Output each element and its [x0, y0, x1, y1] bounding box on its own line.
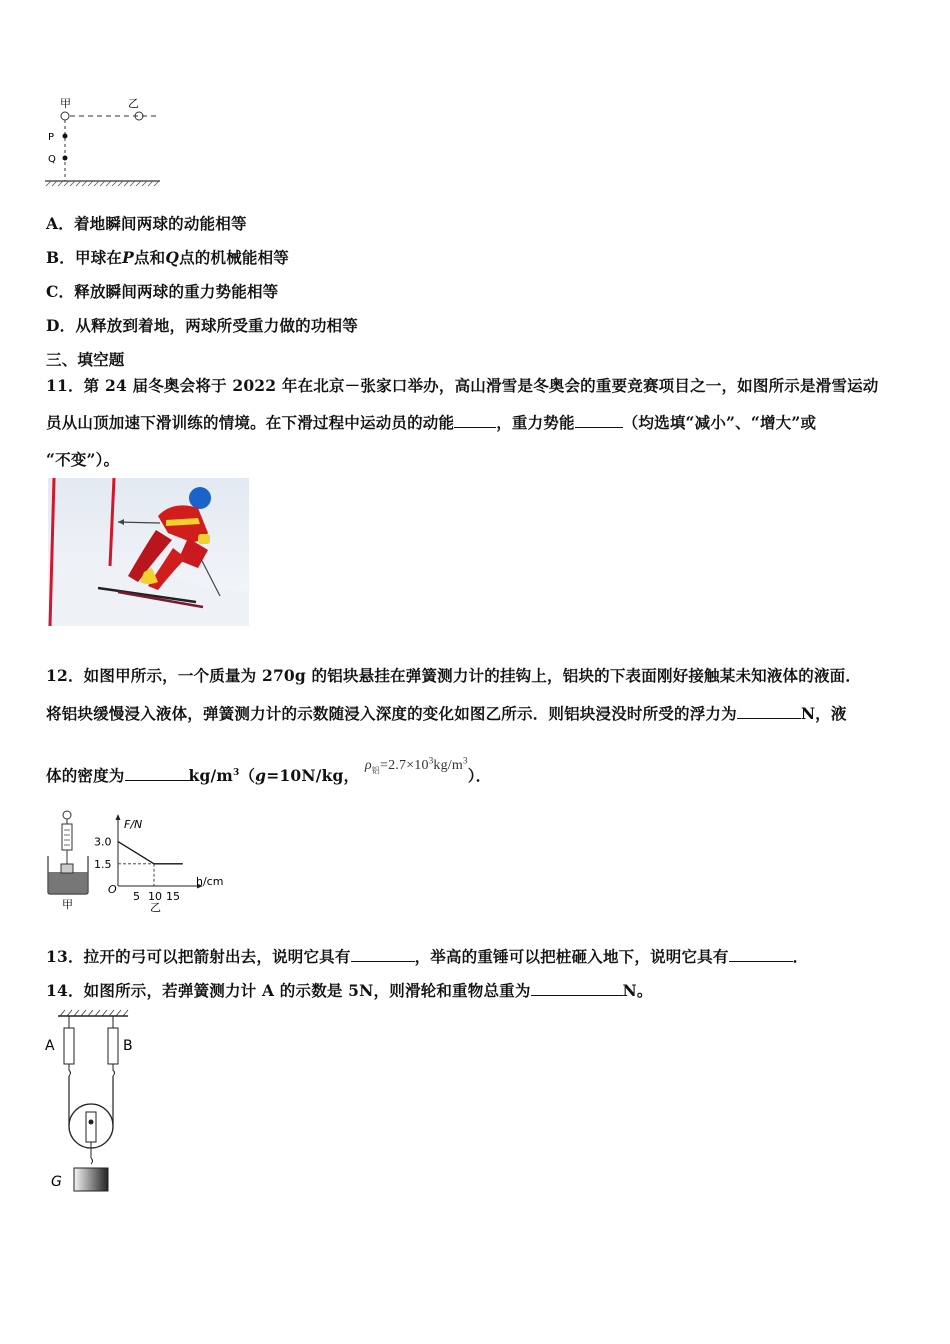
caption-yi: 乙 [150, 901, 161, 914]
q12-text: ）． [467, 766, 492, 785]
q14-pulley-figure [40, 1008, 140, 1196]
option-letter: C． [46, 282, 75, 301]
q13-text: ，举高的重锤可以把桩砸入地下，说明它具有 [414, 947, 729, 966]
formula-exp: 3 [428, 755, 434, 766]
option-text: 从释放到着地，两球所受重力做的功相等 [75, 316, 358, 335]
skier-helmet [189, 487, 211, 509]
q13-blank-2[interactable] [729, 946, 793, 963]
label-b: B [123, 1038, 133, 1054]
label-g: G [51, 1174, 62, 1190]
q12-line1: 12．如图甲所示，一个质量为 270g 的铝块悬挂在弹簧测力计的挂钩上，铝块的下表面刚好接触某未知液体的液面． [46, 666, 862, 685]
q12-text: g [255, 766, 267, 785]
q12-text: kg/m [188, 766, 233, 785]
q11-blank-potential[interactable] [575, 412, 623, 429]
q14-text: N。 [622, 981, 653, 1000]
q12-line2 [46, 702, 847, 724]
section-title-fill-in: 三、填空题 [46, 350, 125, 369]
x-tick-label: 15 [166, 890, 180, 903]
point-p [63, 134, 68, 139]
caption-jia: 甲 [62, 898, 73, 911]
option-letter: B． [46, 248, 76, 267]
q12-text: =10N/kg， [266, 766, 360, 785]
label-yi: 乙 [128, 97, 139, 110]
q12-figure-jia [40, 808, 100, 914]
label-jia: 甲 [60, 97, 71, 110]
point-p-ref: P [122, 248, 134, 267]
q12-blank-density[interactable] [125, 765, 189, 782]
q13-blank-1[interactable] [351, 946, 415, 963]
spring-scale-b [108, 1028, 118, 1064]
formula-sub: 铝 [371, 765, 380, 775]
q12-blank-buoyancy[interactable] [737, 703, 801, 720]
q12-text: N，液 [800, 704, 847, 723]
q12-text: （ [239, 766, 256, 785]
q12-line3 [46, 755, 492, 788]
q13-text: ． [792, 947, 809, 966]
q13-text: 13．拉开的弓可以把箭射出去，说明它具有 [46, 947, 351, 966]
q10-ball-figure [40, 95, 170, 190]
q12-text: 3 [232, 767, 240, 778]
label-q: Q [48, 154, 56, 165]
q11-blank-kinetic[interactable] [454, 412, 496, 429]
aluminium-density-formula [364, 755, 468, 775]
x-tick-label: 10 [148, 890, 162, 903]
y-tick-label: 3.0 [94, 835, 112, 849]
skier-photo [48, 478, 249, 626]
q14-line [46, 979, 653, 1001]
q12-figure-yi [92, 812, 232, 914]
x-tick-label: 5 [133, 890, 140, 903]
option-text: 释放瞬间两球的重力势能相等 [74, 282, 279, 301]
spring-scale-a [64, 1028, 74, 1064]
data-segment [118, 842, 154, 864]
point-q-ref: Q [165, 248, 180, 267]
q11-text: 员从山顶加速下滑训练的情境。在下滑过程中运动员的动能 [46, 413, 455, 432]
q14-text: 14．如图所示，若弹簧测力计 A 的示数是 5N，则滑轮和重物总重为 [46, 981, 531, 1000]
label-a: A [45, 1038, 55, 1054]
q10-option-c[interactable] [46, 280, 278, 302]
q11-line2 [46, 411, 816, 433]
option-letter: A． [46, 214, 74, 233]
q11-line1: 11．第 24 届冬奥会将于 2022 年在北京－张家口举办，高山滑雪是冬奥会的重要竞赛项目之一，如图所示是滑雪运动 [46, 376, 879, 395]
aluminium-block [61, 864, 73, 873]
q11-text: ，重力势能 [496, 413, 575, 432]
q11-text: （均选填“减小”、“增大”或 [622, 413, 817, 432]
spring-scale [62, 824, 72, 850]
option-text: 点和 [133, 248, 166, 267]
x-axis-label: h/cm [196, 875, 224, 888]
formula-unit: kg/m [433, 758, 463, 773]
y-axis-label: F/N [124, 818, 143, 831]
q13-line [46, 945, 808, 967]
label-p: P [48, 132, 55, 143]
q11-line3: “不变”）。 [46, 450, 120, 469]
q10-option-b[interactable] [46, 246, 289, 268]
ceiling-hatch [60, 1010, 128, 1016]
option-text: 点的机械能相等 [179, 248, 289, 267]
q14-blank-weight[interactable] [531, 980, 623, 997]
option-text: 甲球在 [75, 248, 123, 267]
weight-g [74, 1168, 108, 1191]
y-axis-arrow [116, 814, 121, 820]
point-q [63, 156, 68, 161]
q12-text: 体的密度为 [46, 766, 125, 785]
formula-val: =2.7×10 [380, 758, 429, 773]
formula-unit-exp: 3 [463, 755, 468, 766]
option-text: 着地瞬间两球的动能相等 [73, 214, 247, 233]
ball-jia [61, 112, 69, 120]
q10-option-d[interactable] [46, 314, 358, 336]
origin-label: O [108, 883, 117, 896]
scale-ring [63, 811, 71, 819]
formula-rho: ρ [364, 758, 372, 773]
q10-option-a[interactable] [46, 212, 247, 234]
liquid [49, 872, 88, 893]
q12-text: 将铝块缓慢浸入液体，弹簧测力计的示数随浸入深度的变化如图乙所示．则铝块浸没时所受的浮力为 [46, 704, 737, 723]
option-letter: D． [46, 316, 76, 335]
ground-hatch [46, 181, 159, 186]
pulley-frame [86, 1112, 96, 1142]
y-tick-label: 1.5 [94, 857, 112, 871]
